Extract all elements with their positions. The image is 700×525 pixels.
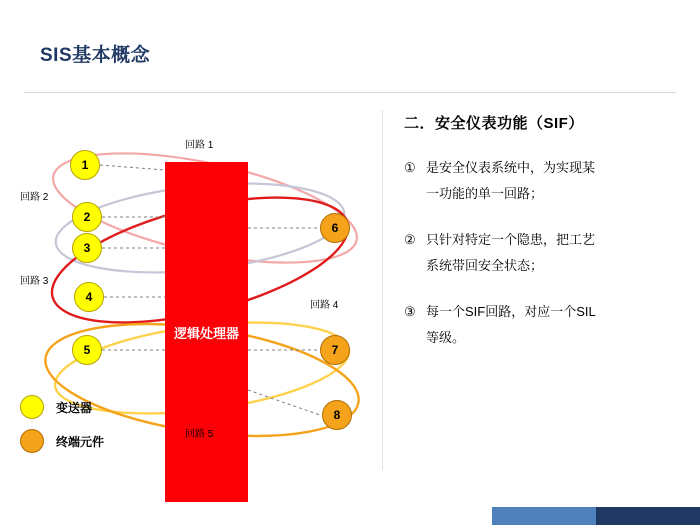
loop-label-3: 回路 3 [20, 276, 49, 287]
legend [20, 395, 190, 463]
panel-heading: 二．安全仪表功能（SIF） [404, 115, 584, 132]
panel-text-1-line-1: 是安全仪表系统中，为实现某 [426, 160, 596, 175]
loop-label-5: 回路 5 [185, 429, 214, 440]
footer-bar-middle [492, 507, 596, 525]
transmitter-swatch-icon [20, 395, 44, 419]
logic-processor-label: 逻辑处理器 [173, 325, 239, 341]
node-transmitter-2[interactable]: 2 [72, 202, 102, 232]
panel-text-1-line-2: 一功能的单一回路； [426, 186, 544, 201]
node-final-element-8[interactable]: 8 [322, 400, 352, 430]
panel-marker-2: ② [404, 232, 416, 247]
panel-item-3 [404, 299, 680, 351]
content-divider [382, 110, 383, 470]
loop-label-4: 回路 4 [310, 300, 339, 311]
panel-item-1 [404, 155, 680, 207]
footer-bar-right [596, 507, 700, 525]
node-transmitter-5[interactable]: 5 [72, 335, 102, 365]
node-transmitter-1[interactable]: 1 [70, 150, 100, 180]
connector-1 [100, 165, 165, 170]
panel-text-2-line-1: 只针对特定一个隐患，把工艺 [426, 232, 596, 247]
panel-text-2 [426, 227, 595, 279]
node-final-element-6[interactable]: 6 [320, 213, 350, 243]
panel-text-3 [426, 299, 596, 351]
panel-text-3-line-2: 等级。 [426, 330, 466, 345]
legend-item-transmitter [20, 395, 190, 419]
footer-bar-left [0, 507, 492, 525]
node-final-element-7[interactable]: 7 [320, 335, 350, 365]
title-divider [24, 92, 676, 93]
node-transmitter-3[interactable]: 3 [72, 233, 102, 263]
panel-text-1 [426, 155, 595, 207]
loop-label-2: 回路 2 [20, 192, 49, 203]
node-transmitter-4[interactable]: 4 [74, 282, 104, 312]
panel-marker-1: ① [404, 160, 416, 175]
panel-text-2-line-2: 系统带回安全状态； [426, 258, 544, 273]
loop-label-1: 回路 1 [185, 140, 214, 151]
text-panel [404, 112, 680, 371]
legend-item-final-element [20, 429, 190, 453]
page-title: SIS基本概念 [40, 45, 151, 66]
legend-label-final-element: 终端元件 [56, 434, 105, 449]
panel-text-3-line-1: 每一个SIF回路，对应一个SIL [426, 304, 596, 319]
final-element-swatch-icon [20, 429, 44, 453]
panel-marker-3: ③ [404, 304, 416, 319]
legend-label-transmitter: 变送器 [56, 400, 93, 415]
panel-item-2 [404, 227, 680, 279]
